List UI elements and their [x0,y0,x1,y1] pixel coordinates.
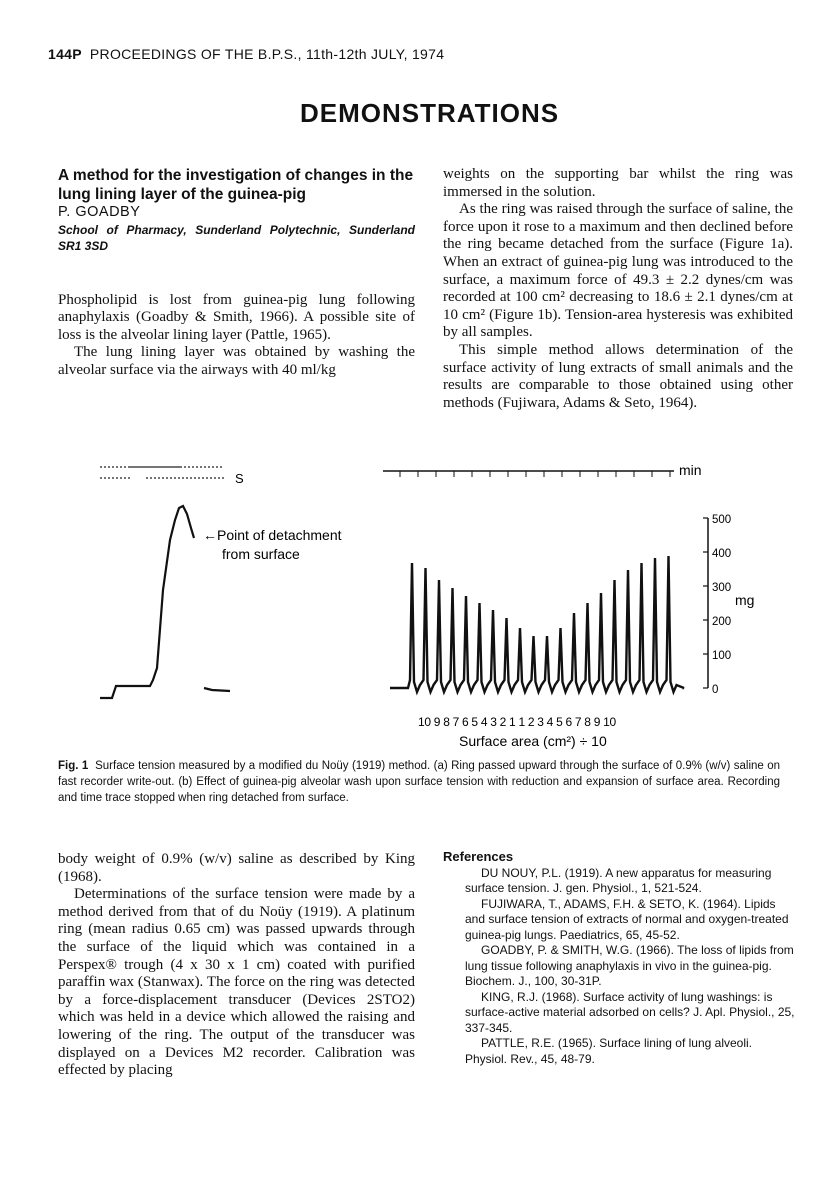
paragraph-lining-layer: The lung lining layer was obtained by washing the alveolar surface via the airways with 40 ml/kg [58,344,415,378]
trace-b [390,556,684,692]
paragraph-conclusion: This simple method allows determination of the surface activity of lung extracts of small animals and the results are comparable to those obtained using other methods (Fujiwara, Adams & Seto, 1964). [443,341,793,411]
y-tick-label: 400 [712,548,732,560]
page-number: 144P [48,46,82,62]
trace-a-detached [204,688,230,691]
article-title: A method for the investigation of changes in the lung lining layer of the guinea-pig [58,167,414,203]
paragraph-weights: weights on the supporting bar whilst the ring was immersed in the solution. [443,166,793,200]
paragraph-intro: Phospholipid is lost from guinea-pig lung following anaphylaxis (Goadby & Smith, 1966). A possible site of loss is the alveolar lining layer (Pattle, 1965). [58,291,415,343]
label-s: S [235,471,244,486]
reference-item: FUJIWARA, T., ADAMS, F.H. & SETO, K. (1964). Lipids and surface tension of extracts of normal and oxygen-treated guinea-pig lungs. Paediatrics, 65, 45-52. [465,896,789,942]
y-tick-label: 500 [712,514,732,526]
affiliation: School of Pharmacy, Sunderland Polytechnic, Sunderland SR1 3SD [58,222,415,253]
bottom-left-column [58,851,415,1080]
references [443,848,795,1067]
y-tick-label: 100 [712,650,732,662]
journal-title: PROCEEDINGS OF THE B.P.S., 11th-12th JULY, 1974 [89,46,445,62]
caption-label: Fig. 1 [58,760,89,772]
author: P. GOADBY [58,204,141,220]
y-tick-label: 0 [712,684,719,696]
x-axis-label: Surface area (cm²) ÷ 10 [459,733,607,749]
annotation-detachment-2: from surface [222,546,300,562]
trace-a [100,506,194,698]
references-heading: References [443,849,514,864]
trace-b-path [390,556,684,692]
label-min: min [679,462,702,478]
figure-caption [58,758,780,806]
time-ticks [400,471,670,477]
reference-item: DU NOUY, P.L. (1919). A new apparatus for measuring surface tension. J. gen. Physiol., 1, 521-524. [465,865,772,896]
section-title: DEMONSTRATIONS [300,98,560,128]
y-axis-unit: mg [735,592,755,608]
paragraph-body-weight: body weight of 0.9% (w/v) saline as described by King (1968). [58,851,415,885]
y-tick-label: 200 [712,616,732,628]
y-ticks [703,514,731,696]
time-marker-lines [100,467,224,478]
x-tick-labels: 10 9 8 7 6 5 4 3 2 1 1 2 3 4 5 6 7 8 9 10 [418,715,616,729]
reference-item: GOADBY, P. & SMITH, W.G. (1966). The loss of lipids from lung tissue following anaphylaxis in vivo in the guinea-pig. Biochem. J., 100, 30-31P. [465,943,794,989]
reference-item: PATTLE, R.E. (1965). Surface lining of lung alveoli. Physiol. Rev., 45, 48-79. [465,1036,753,1066]
annotation-detachment-1: ←Point of detachment [203,527,342,543]
paragraph-results: As the ring was raised through the surface of saline, the force upon it rose to a maximum and then declined before the ring became detached from the surface (Figure 1a). When an extract of guinea-pig lung was introduced to the surface, a maximum force of 49.3 ± 2.2 dynes/cm was recorded at 100 cm² decreasing to 18.6 ± 2.1 dynes/cm at 10 cm² (Figure 1b). Tension-area hysteresis was exhibited by all samples. [443,201,793,341]
y-tick-label: 300 [712,582,732,594]
paragraph-method: Determinations of the surface tension were made by a method derived from that of du Noüy (1919). A platinum ring (mean radius 0.65 cm) was passed upwards through the surface of the liquid which was contained in a Perspex® trough (4 x 30 x 1 cm) coated with purified paraffin wax (Stanwax). The force on the ring was detected by a force-displacement transducer (Devices 2STO2) which was held in a device which allowed the raising and lowering of the ring. The output of the transducer was displayed on a Devices M2 recorder. Calibration was effected by placing [58,886,415,1079]
caption-text: Surface tension measured by a modified du Noüy (1919) method. (a) Ring passed upward through the surface of 0.9% (w/v) saline on fast recorder write-out. (b) Effect of guinea-pig alveolar wash upon surface tension with reduction and expansion of surface area. Recording and time trace stopped when ring detached from surface. [58,760,781,804]
reference-item: KING, R.J. (1968). Surface activity of lung washings: is surface-active material adsorbed on cells? J. Apl. Physiol., 25, 337-345. [465,989,795,1035]
